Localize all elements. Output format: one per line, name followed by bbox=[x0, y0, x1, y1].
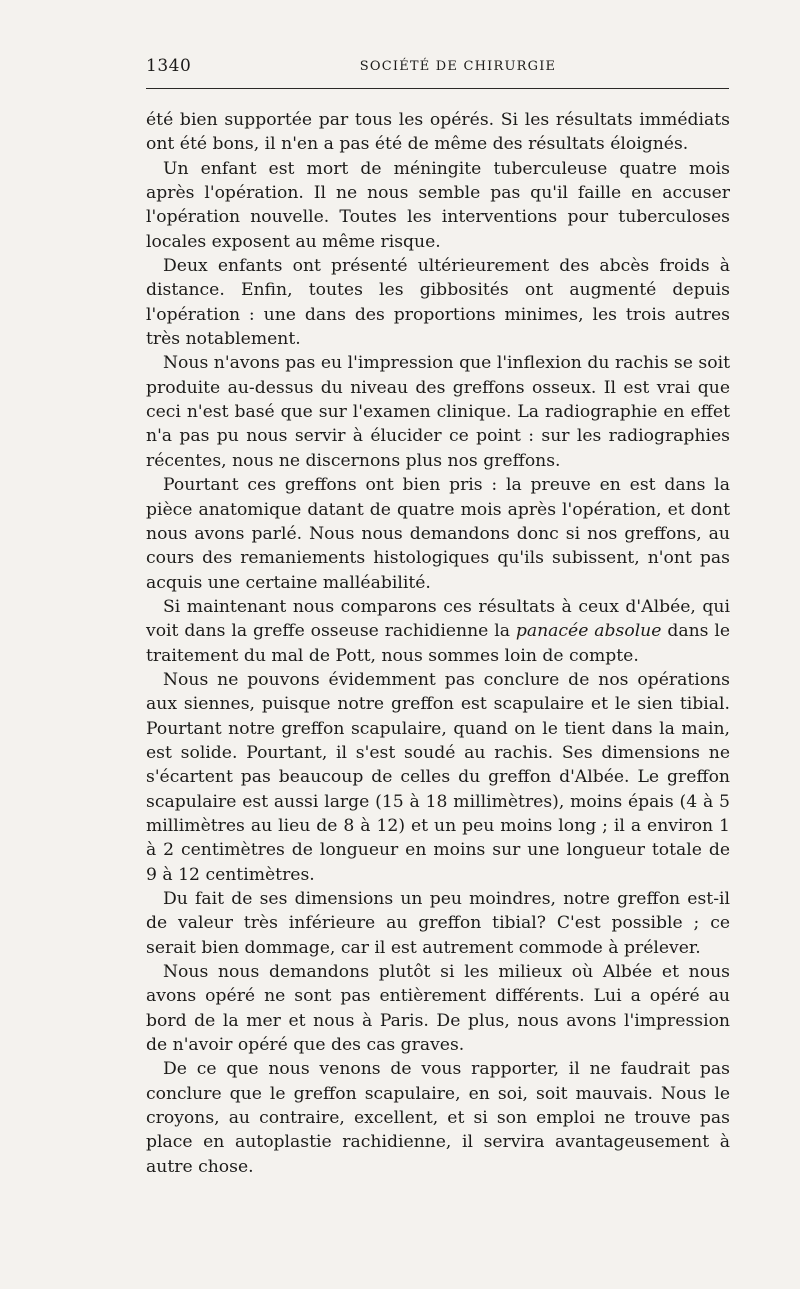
paragraph-10: De ce que nous venons de vous rapporter, il ne faudrait pas conclure que le greffon scapulaire, en soi, soit mauvais. Nous le croyons, au contraire, excellent, et si son emploi ne trouve pas place en autoplastie rachidienne, il servira avantageusement à autre chose. bbox=[146, 1059, 730, 1177]
paragraph-9: Nous nous demandons plutôt si les milieux où Albée et nous avons opéré ne sont pas entièrement différents. Lui a opéré au bord de la mer et nous à Paris. De plus, nous avons l'impression de n'avoir opéré que des cas graves. bbox=[146, 962, 730, 1056]
paragraph-2: Un enfant est mort de méningite tuberculeuse quatre mois après l'opération. Il ne nous semble pas qu'il faille en accuser l'opération nouvelle. Toutes les interventions pour tuberculoses locales exposent au même risque. bbox=[146, 158, 730, 252]
paragraph-7: Nous ne pouvons évidemment pas conclure de nos opérations aux siennes, puisque notre greffon est scapulaire et le sien tibial. Pourtant notre greffon scapulaire, quand on le tient dans la main, est solide. Pourtant, il s'est soudé au rachis. Ses dimensions ne s'écartent pas beaucoup de celles du greffon d'Albée. Le greffon scapulaire est aussi large (15 à 18 millimètres), moins épais (4 à 5 millimètres au lieu de 8 à 12) et un peu moins long ; il a environ 1 à 2 centimètres de longueur en moins sur une longueur totale de 9 à 12 centimètres. bbox=[146, 669, 730, 885]
italic-phrase: panacée absolue bbox=[515, 621, 662, 642]
paragraph-4: Nous n'avons pas eu l'impression que l'inflexion du rachis se soit produite au-dessus du niveau des greffons osseux. Il est vrai que ceci n'est basé que sur l'examen clinique. La radiographie en effet n'a pas pu nous servir à élucider ce point : sur les radiographies récentes, nous ne discernons plus nos greffons. bbox=[146, 353, 730, 471]
paragraph-6-after: dans le traitement du mal de Pott, nous sommes loin de compte. bbox=[146, 621, 730, 666]
header-rule bbox=[146, 88, 729, 89]
paragraph-5: Pourtant ces greffons ont bien pris : la preuve en est dans la pièce anatomique datant de quatre mois après l'opération, et dont nous avons parlé. Nous nous demandons donc si nos greffons, au cours des remaniements histologiques qu'ils subissent, n'ont pas acquis une certaine malléabilité. bbox=[146, 475, 730, 593]
page-header bbox=[146, 56, 730, 84]
paragraph-8: Du fait de ses dimensions un peu moindres, notre greffon est-il de valeur très inférieure au greffon tibial? C'est possible ; ce serait bien dommage, car il est autrement commode à prélever. bbox=[146, 889, 730, 958]
paragraph-3: Deux enfants ont présenté ultérieurement des abcès froids à distance. Enfin, toutes les gibbosités ont augmenté depuis l'opération : une dans des proportions minimes, les trois autres très notablement. bbox=[146, 256, 730, 350]
page-number: 1340 bbox=[146, 56, 192, 76]
paragraph-6 bbox=[146, 595, 730, 668]
paragraph-6-before: Si maintenant nous comparons ces résultats à ceux d'Albée, qui voit dans la greffe osseuse rachidienne la bbox=[146, 596, 730, 642]
running-title: SOCIÉTÉ DE CHIRURGIE bbox=[359, 59, 557, 74]
body-text bbox=[146, 108, 730, 1179]
paragraph-1: été bien supportée par tous les opérés. Si les résultats immédiats ont été bons, il n'en a pas été de même des résultats éloignés. bbox=[146, 110, 730, 155]
